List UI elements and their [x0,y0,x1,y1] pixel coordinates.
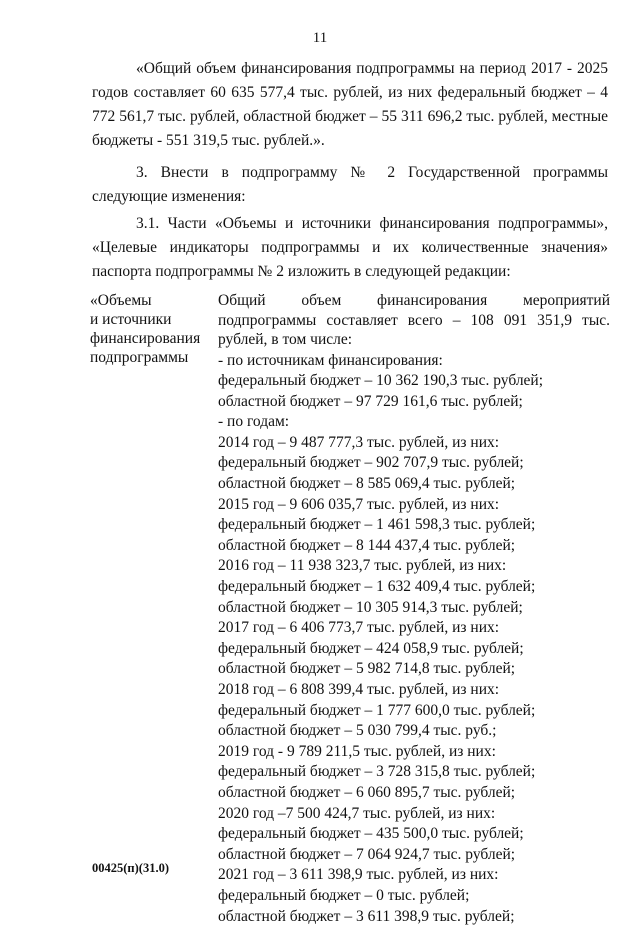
funding-line: 2015 год – 9 606 035,7 тыс. рублей, из них: [218,495,610,516]
paragraph-subprogram-changes: 3. Внести в подпрограмму № 2 Государственной программы следующие изменения: [92,161,608,209]
funding-line: 2018 год – 6 808 399,4 тыс. рублей, из них: [218,680,610,701]
funding-line: областной бюджет – 5 982 714,8 тыс. рублей; [218,659,610,680]
funding-line: федеральный бюджет – 902 707,9 тыс. рублей; [218,453,610,474]
funding-line: - по годам: [218,412,610,433]
funding-line: областной бюджет – 8 585 069,4 тыс. рублей; [218,474,610,495]
funding-intro: Общий объем финансирования мероприятий подпрограммы составляет всего – 108 091 351,9 тыс. рублей, в том числе: [218,291,610,350]
funding-line: областной бюджет – 6 060 895,7 тыс. рублей; [218,783,610,804]
label-line: финансирования [90,329,215,348]
funding-table-content [218,291,610,927]
funding-line: областной бюджет – 7 064 924,7 тыс. рублей; [218,845,610,866]
funding-line: 2016 год – 11 938 323,7 тыс. рублей, из них: [218,556,610,577]
footer-code: 00425(п)(31.0) [92,861,169,876]
funding-line: 2021 год – 3 611 398,9 тыс. рублей, из них: [218,865,610,886]
funding-line: областной бюджет – 5 030 799,4 тыс. руб.; [218,721,610,742]
funding-line: областной бюджет – 10 305 914,3 тыс. рублей; [218,598,610,619]
funding-line: федеральный бюджет – 3 728 315,8 тыс. рублей; [218,762,610,783]
funding-line: 2020 год –7 500 424,7 тыс. рублей, из них: [218,804,610,825]
funding-lines [218,351,610,927]
page-number: 11 [0,30,640,47]
funding-line: федеральный бюджет – 1 632 409,4 тыс. рублей; [218,577,610,598]
label-line: «Объемы [90,291,215,310]
paragraph-passport-edit: 3.1. Части «Объемы и источники финансирования подпрограммы», «Целевые индикаторы подпрограммы и их количественные значения» паспорта подпрограммы № 2 изложить в следующей редакции: [92,212,608,284]
funding-line: федеральный бюджет – 424 058,9 тыс. рублей; [218,639,610,660]
funding-line: 2014 год – 9 487 777,3 тыс. рублей, из них: [218,433,610,454]
funding-line: 2017 год – 6 406 773,7 тыс. рублей, из них: [218,618,610,639]
funding-line: федеральный бюджет – 1 777 600,0 тыс. рублей; [218,701,610,722]
funding-line: - по источникам финансирования: [218,351,610,372]
funding-line: 2019 год - 9 789 211,5 тыс. рублей, из них: [218,742,610,763]
funding-line: федеральный бюджет – 0 тыс. рублей; [218,886,610,907]
funding-line: федеральный бюджет – 435 500,0 тыс. рублей; [218,824,610,845]
label-line: подпрограммы [90,348,215,367]
label-line: и источники [90,310,215,329]
paragraph-financing-total: «Общий объем финансирования подпрограммы на период 2017 - 2025 годов составляет 60 635 577,4 тыс. рублей, из них федеральный бюджет – 4 772 561,7 тыс. рублей, областной бюджет – 55 311 696,2 тыс. рублей, местные бюджеты - 551 319,5 тыс. рублей.». [92,57,608,153]
funding-line: областной бюджет – 97 729 161,6 тыс. рублей; [218,392,610,413]
funding-table-label [90,291,215,367]
funding-line: федеральный бюджет – 10 362 190,3 тыс. рублей; [218,371,610,392]
funding-line: федеральный бюджет – 1 461 598,3 тыс. рублей; [218,515,610,536]
funding-line: областной бюджет – 8 144 437,4 тыс. рублей; [218,536,610,557]
funding-line: областной бюджет – 3 611 398,9 тыс. рублей; [218,907,610,927]
